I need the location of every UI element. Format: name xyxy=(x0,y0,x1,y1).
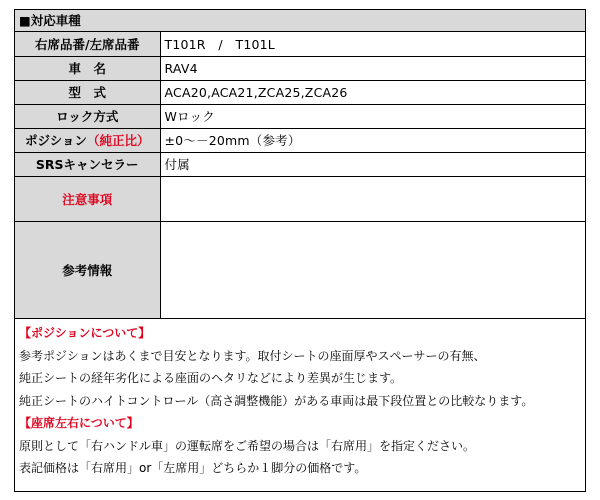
table-row xyxy=(15,221,585,318)
srs-canceller-value: 付属 xyxy=(160,152,585,176)
position-note-line: 純正シートのハイトコントロール（高さ調整機能）がある車両は最下段位置との比較なります。 xyxy=(19,393,534,408)
lock-type-label: ロック方式 xyxy=(15,104,160,128)
table-row xyxy=(15,104,585,128)
position-value: ±0〜－20mm（参考） xyxy=(160,128,585,152)
table-row xyxy=(15,152,585,176)
table-row xyxy=(15,80,585,104)
reference-info-label: 参考情報 xyxy=(15,221,160,318)
table-row xyxy=(15,176,585,221)
position-note-line: 参考ポジションはあくまで目安となります。取付シートの座面厚やスペーサーの有無、 xyxy=(19,348,486,363)
table-row xyxy=(15,56,585,80)
position-notes-heading: 【ポジションについて】 xyxy=(19,326,151,340)
lock-type-value: Wロック xyxy=(160,104,585,128)
position-label-main: ポジション xyxy=(25,133,87,148)
seat-side-notes-heading: 【座席左右について】 xyxy=(19,416,139,430)
part-number-label: 右席品番/左席品番 xyxy=(15,32,160,56)
srs-canceller-label: SRSキャンセラー xyxy=(15,152,160,176)
table-row xyxy=(15,128,585,152)
caution-value xyxy=(160,176,585,221)
caution-label: 注意事項 xyxy=(15,176,160,221)
vehicle-name-value: RAV4 xyxy=(160,56,585,80)
notes-section xyxy=(15,322,585,480)
model-code-value: ACA20,ACA21,ZCA25,ZCA26 xyxy=(160,80,585,104)
position-note-line: 純正シートの経年劣化による座面のヘタリなどにより差異が生じます。 xyxy=(19,371,403,385)
seat-side-note-line: 原則として「右ハンドル車」の運転席をご希望の場合は「右席用」を指定ください。 xyxy=(19,438,476,453)
reference-info-value xyxy=(160,221,585,318)
table-row xyxy=(15,32,585,56)
position-label xyxy=(15,128,160,152)
fitment-sheet xyxy=(14,9,586,492)
vehicle-name-label: 車 名 xyxy=(15,56,160,80)
model-code-label: 型 式 xyxy=(15,80,160,104)
seat-side-note-line: 表記価格は「右席用」or「左席用」どちらか１脚分の価格です。 xyxy=(19,461,367,475)
fitment-title: ■対応車種 xyxy=(15,10,585,32)
part-number-value: T101R / T101L xyxy=(160,32,585,56)
position-label-sub: （純正比） xyxy=(86,133,150,148)
spec-table xyxy=(15,32,585,319)
